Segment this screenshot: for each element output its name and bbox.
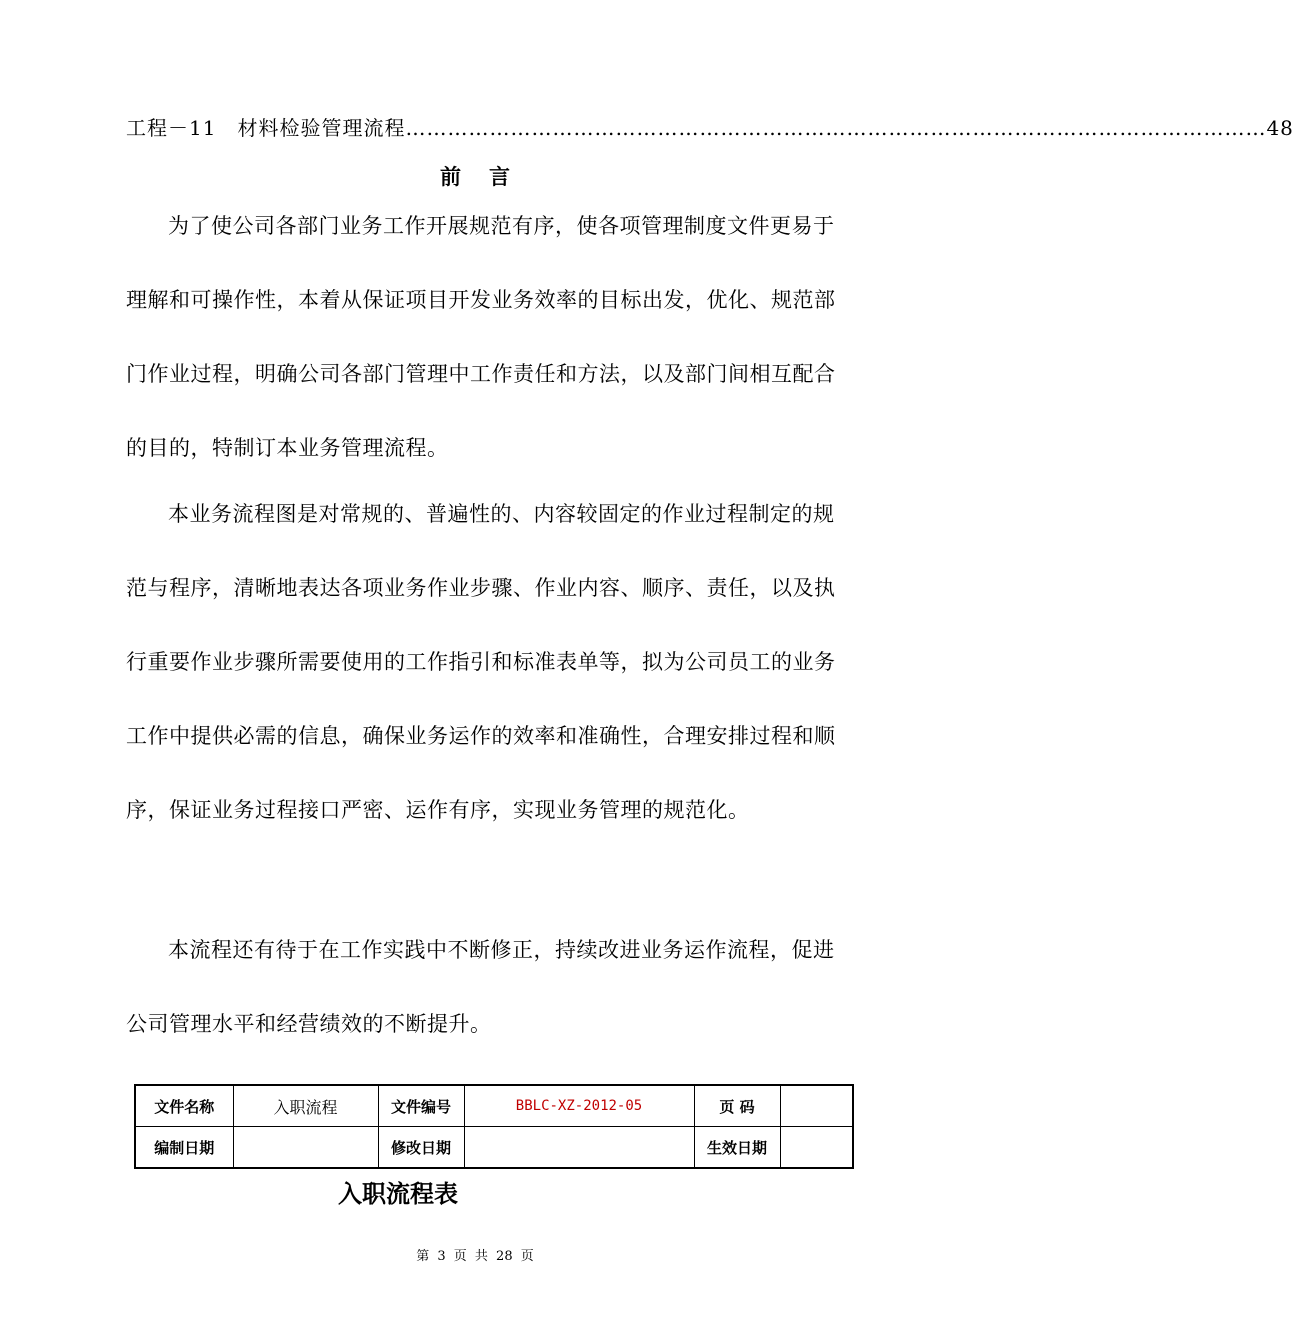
preface-heading: 前言 [440, 165, 538, 189]
file-name-value: 入职流程 [233, 1085, 378, 1127]
file-number-label: 文件编号 [378, 1085, 464, 1127]
toc-entry-title: 工程－11 材料检验管理流程 [126, 116, 406, 140]
table-row [135, 1085, 853, 1127]
preface-paragraph: 为了使公司各部门业务工作开展规范有序，使各项管理制度文件更易于理解和可操作性，本着从保证项目开发业务效率的目标出发，优化、规范部门作业过程，明确公司各部门管理中工作责任和方法，以及部门间相互配合的目的，特制订本业务管理流程。 [126, 214, 836, 460]
compiled-date-value [233, 1127, 378, 1169]
page-number-label: 页 码 [694, 1085, 780, 1127]
page-footer: 第 3 页 共 28 页 [416, 1249, 534, 1264]
toc-entry-leader: …………………………………………………………………………………………………………… [405, 116, 1267, 140]
effective-date-label: 生效日期 [694, 1127, 780, 1169]
toc-entry-page-number: 48 [1266, 116, 1294, 140]
file-number-value: BBLC-XZ-2012-05 [464, 1085, 694, 1127]
page-number-value [780, 1085, 853, 1127]
form-title: 入职流程表 [338, 1180, 458, 1208]
table-row [135, 1127, 853, 1169]
preface-paragraph: 本业务流程图是对常规的、普遍性的、内容较固定的作业过程制定的规范与程序，清晰地表达各项业务作业步骤、作业内容、顺序、责任，以及执行重要作业步骤所需要使用的工作指引和标准表单等，拟为公司员工的业务工作中提供必需的信息，确保业务运作的效率和准确性，合理安排过程和顺序，保证业务过程接口严密、运作有序，实现业务管理的规范化。 [126, 502, 836, 822]
compiled-date-label: 编制日期 [135, 1127, 233, 1169]
revised-date-label: 修改日期 [378, 1127, 464, 1169]
revised-date-value [464, 1127, 694, 1169]
preface-paragraph: 本流程还有待于在工作实践中不断修正，持续改进业务运作流程，促进公司管理水平和经营绩效的不断提升。 [126, 938, 835, 1036]
effective-date-value [780, 1127, 853, 1169]
file-name-label: 文件名称 [135, 1085, 233, 1127]
document-info-table [134, 1084, 854, 1169]
toc-entry [126, 114, 1294, 142]
